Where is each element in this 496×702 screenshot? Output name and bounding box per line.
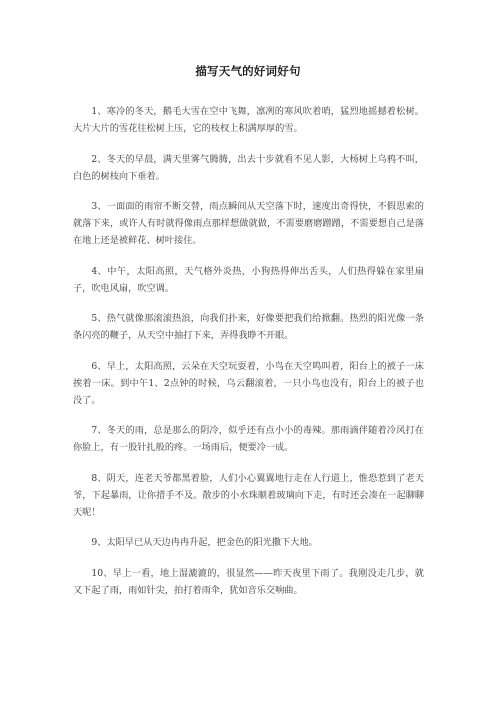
paragraph-8: 8、阴天，连老天爷都黑着脸，人们小心翼翼地行走在人行道上，惟恐惹到了老天爷，下起暴雨，让你措手不及。散步的小水珠顺着玻璃向下走，有时还会凑在一起聊聊天呢！ [73,472,424,518]
paragraph-10: 10、早上一看，地上湿漉漉的，很显然——昨天夜里下雨了。我刚没走几步，就又下起了雨，雨如针尖，拍打着雨伞，犹如音乐交响曲。 [73,567,424,596]
paragraph-3: 3、一面面的雨帘不断交替，雨点瞬间从天空落下时，速度出奇得快，不假思索的就落下来，或许人有时就得像雨点那样想做就做，不需要磨磨蹭蹭，不需要想自己是落在地上还是被鲜花、树叶接住。 [73,201,424,246]
paragraph-2: 2、冬天的早晨，满天里雾气腾腾，出去十步就看不见人影，大杨树上乌鸦不叫，白色的树枝向下垂着。 [73,153,424,182]
paragraph-7: 7、冬天的雨，总是那么的阴冷，似乎还有点小小的毒辣。那雨滴伴随着冷风打在你脸上，有一股针扎般的疼。一场雨后，便要冷一成。 [73,425,424,453]
paragraph-5: 5、热气就像那滚滚热浪，向我们扑来，好像要把我们给掀翻。热烈的阳光像一条条闪亮的鞭子，从天空中抽打下来，弄得我睁不开眼。 [73,313,424,341]
document-title: 描写天气的好词好句 [195,64,301,78]
paragraph-6: 6、早上，太阳高照，云朵在天空玩耍着，小鸟在天空鸣叫着，阳台上的被子一床挨着一床。到中午1、2点钟的时候，乌云翻滚着，一只小鸟也没有，阳台上的被子也没了。 [73,360,424,406]
paragraph-1: 1、寒冷的冬天，鹅毛大雪在空中飞舞，凛冽的寒风吹着哨，猛烈地摇撼着松树。大片大片的雪花往松树上压，它的枝杈上积满厚厚的雪。 [73,106,424,134]
document-body [73,103,424,612]
paragraph-9: 9、太阳早已从天边冉冉升起，把金色的阳光撒下大地。 [91,537,318,548]
paragraph-4: 4、中午，太阳高照，天气格外炎热，小狗热得伸出舌头，人们热得躲在家里扇子，吹电风扇，吹空调。 [73,265,424,294]
